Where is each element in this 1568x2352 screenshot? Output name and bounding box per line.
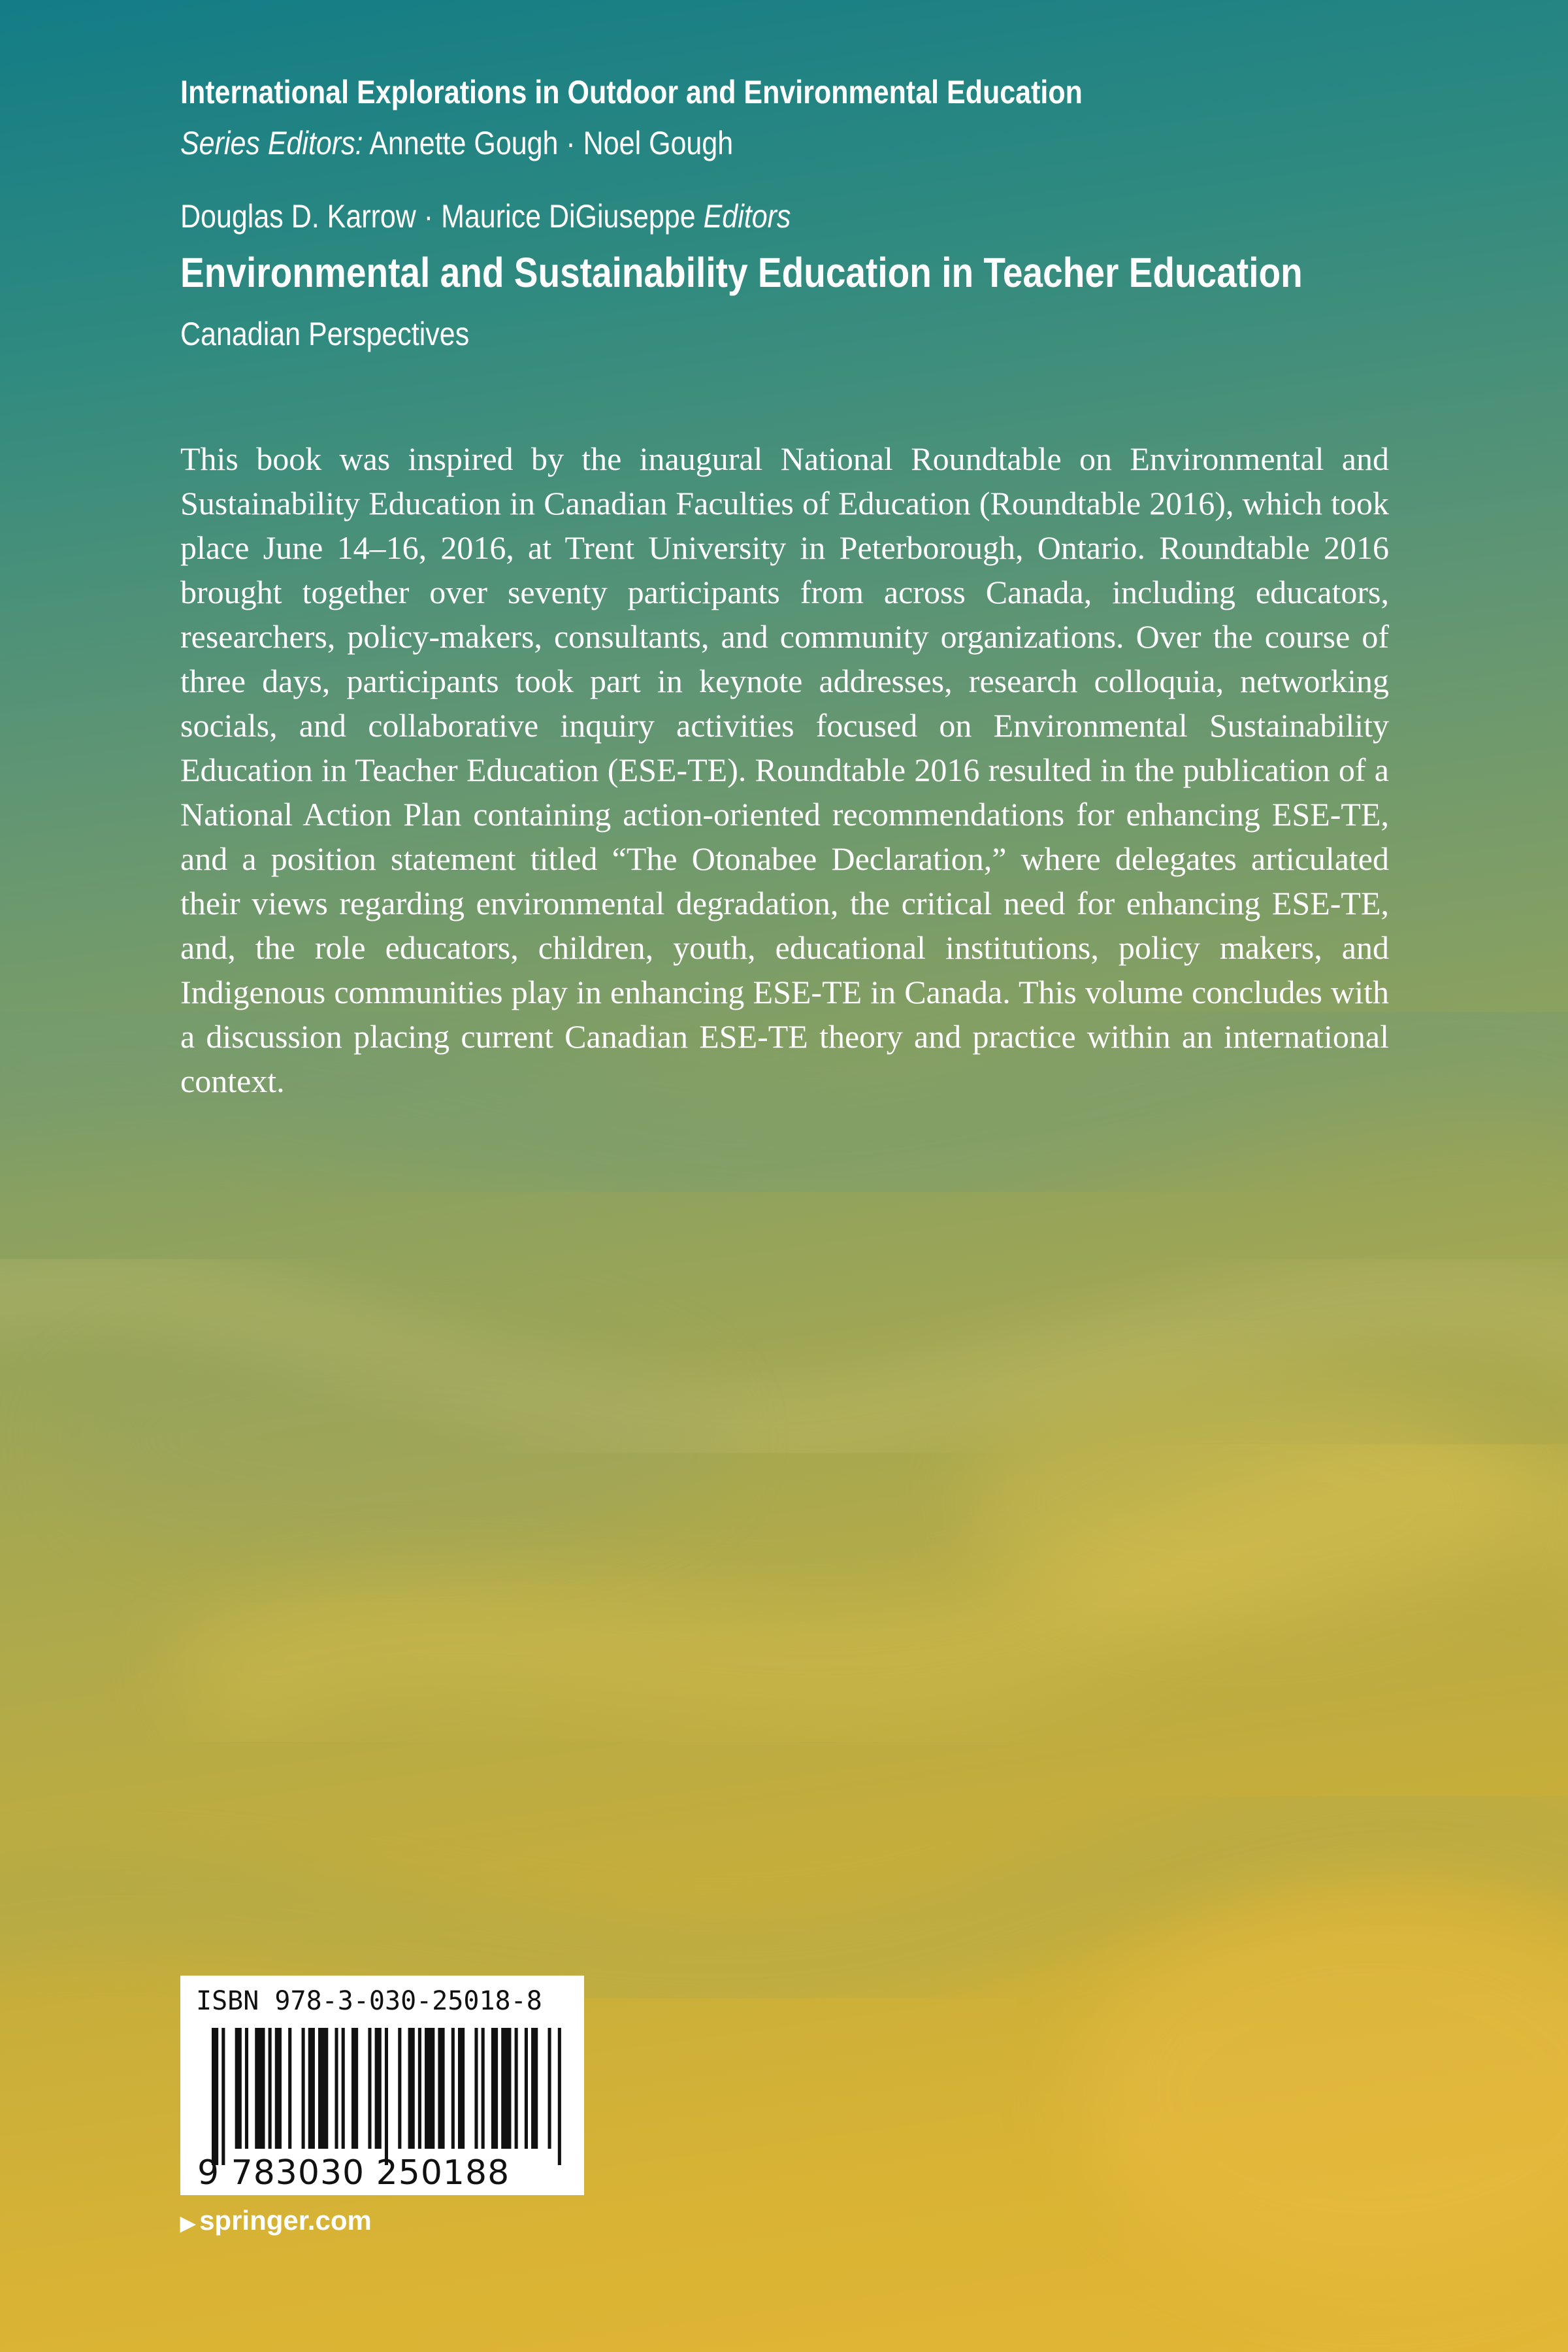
book-editors-names: Douglas D. Karrow · Maurice DiGiuseppe — [180, 198, 696, 235]
barcode-bar — [425, 2028, 434, 2149]
barcode-bar — [212, 2028, 218, 2165]
barcode-bar — [288, 2028, 291, 2149]
barcode-bar — [501, 2028, 511, 2149]
barcode-bar — [335, 2028, 338, 2149]
barcode-bar — [482, 2028, 485, 2149]
barcode-bar — [245, 2028, 248, 2149]
barcode-bar — [458, 2028, 465, 2149]
barcode-bar — [418, 2028, 421, 2149]
barcode-digits: 9 783030 250188 — [197, 2153, 510, 2193]
barcode-bar — [235, 2028, 242, 2149]
publisher-url: springer.com — [199, 2205, 372, 2236]
barcode-bar — [221, 2028, 225, 2165]
play-arrow-icon: ▶ — [180, 2213, 196, 2234]
barcode-bar — [255, 2028, 265, 2149]
barcode-bar — [474, 2028, 478, 2149]
series-editors-names: Annette Gough · Noel Gough — [369, 125, 734, 161]
barcode-bar — [351, 2028, 358, 2149]
barcode-bar — [375, 2028, 382, 2149]
barcode-bar — [275, 2028, 282, 2149]
barcode-bar — [491, 2028, 498, 2149]
book-title: Environmental and Sustainability Education in Teacher Education — [180, 249, 1303, 296]
barcode-bar — [531, 2028, 538, 2149]
barcode-bar — [269, 2028, 272, 2149]
barcode-bar — [398, 2028, 401, 2149]
barcode-icon — [212, 2028, 564, 2165]
barcode-bar — [368, 2028, 371, 2149]
barcode-bar — [525, 2028, 528, 2149]
barcode-bar — [451, 2028, 455, 2149]
barcode-bar — [548, 2028, 551, 2149]
book-description: This book was inspired by the inaugural National Roundtable on Environmental and Sustainability Education in Canadian Faculties of Education (Roundtable 2016), which took place June 14–16, 2016, at Trent University in Peterborough, Ontario. Roundtable 2016 brought together over seventy participants from across Canada, including educators, researchers, policy-makers, consultants, and community organizations. Over the course of three days, participants took part in keynote addresses, research colloquia, networking socials, and collaborative inquiry activities focused on Environmental Sustainability Education in Teacher Education (ESE-TE). Roundtable 2016 resulted in the publication of a National Action Plan containing action-oriented recommendations for enhancing ESE-TE, and a position statement titled “The Otonabee Declaration,” where delegates articulated their views regarding environmental degradation, the critical need for enhancing ESE-TE, and, the role educators, children, youth, educational institutions, policy makers, and Indigenous communities play in enhancing ESE-TE in Canada. This volume concludes with a discussion placing current Canadian ESE-TE theory and practice within an international context. — [180, 440, 1389, 1099]
series-editors — [180, 124, 733, 162]
series-title: International Explorations in Outdoor and Environmental Education — [180, 74, 1083, 110]
barcode-bar — [408, 2028, 415, 2149]
book-subtitle: Canadian Perspectives — [180, 316, 470, 352]
barcode-bar — [515, 2028, 518, 2149]
publisher-link[interactable] — [180, 2205, 372, 2236]
barcode-bar — [318, 2028, 328, 2149]
isbn-label: ISBN 978-3-030-25018-8 — [196, 1986, 542, 2016]
isbn-barcode-box — [180, 1976, 584, 2195]
barcode-bar — [438, 2028, 444, 2149]
barcode-bar — [385, 2028, 388, 2165]
barcode-bar — [302, 2028, 305, 2149]
barcode-bar — [308, 2028, 315, 2149]
book-editors-role: Editors — [703, 198, 791, 235]
book-editors — [180, 197, 791, 235]
series-editors-label: Series Editors: — [180, 125, 363, 161]
barcode-bar — [342, 2028, 345, 2149]
barcode-bar — [558, 2028, 561, 2165]
